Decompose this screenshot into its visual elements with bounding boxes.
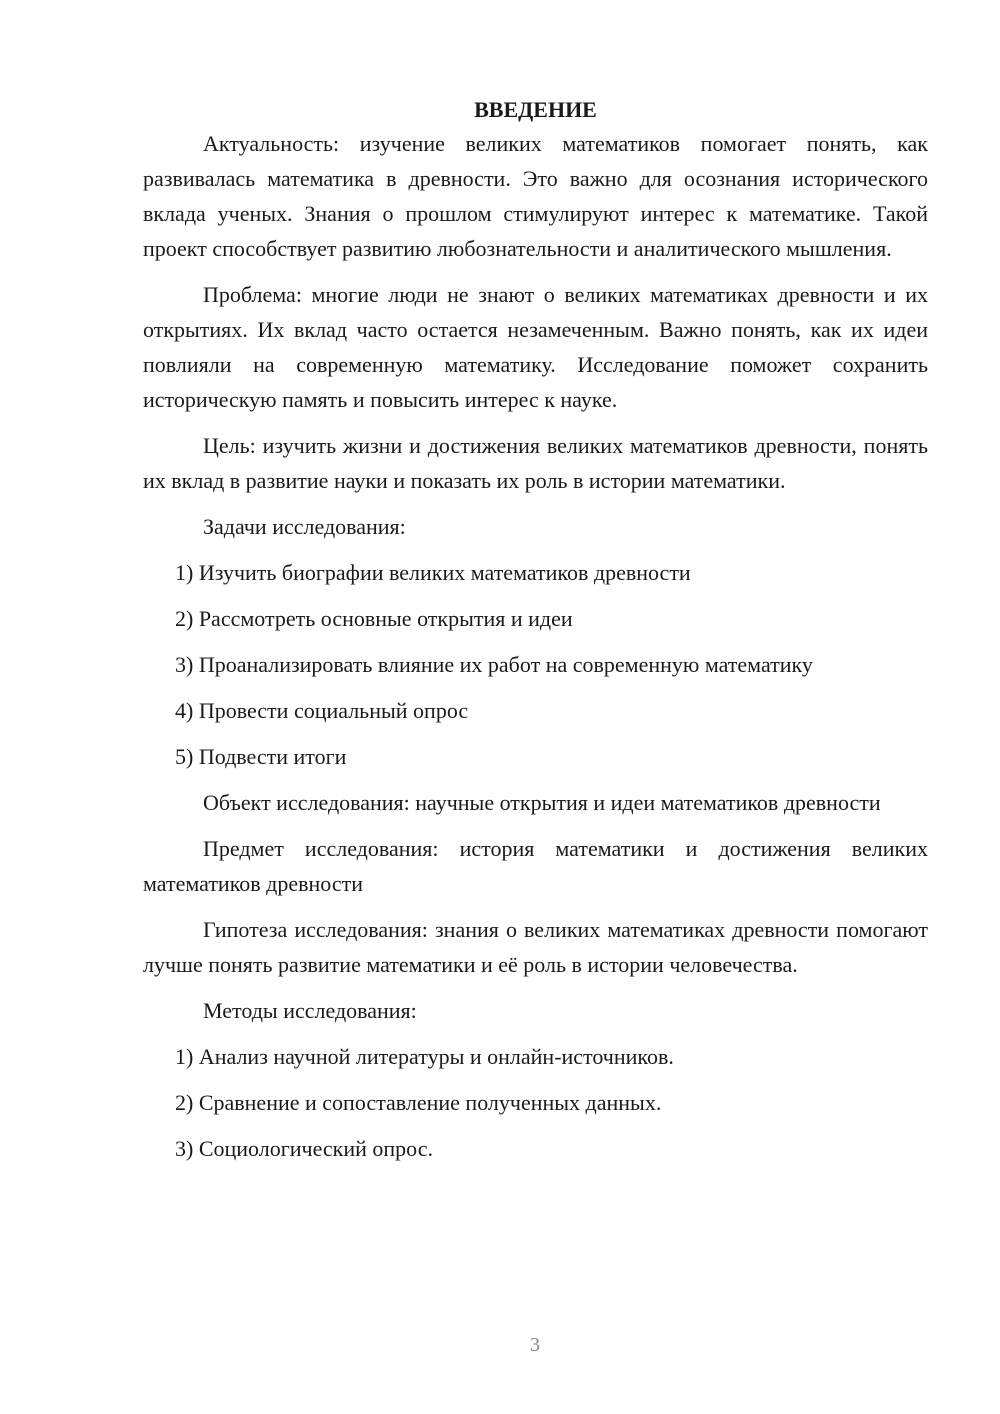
relevance-paragraph: Актуальность: изучение великих математиков помогает понять, как развивалась математика в древности. Это важно для осознания исторического вклада ученых. Знания о прошлом стимулируют интерес к математике. Такой проект способствует развитию любознательности и аналитического мышления. <box>143 131 928 261</box>
object-paragraph: Объект исследования: научные открытия и идеи математиков древности <box>203 790 881 815</box>
page-number: 3 <box>530 1334 540 1356</box>
list-item: 2) Сравнение и сопоставление полученных данных. <box>175 1090 662 1115</box>
page-title: ВВЕДЕНИЕ <box>474 97 597 122</box>
goal-paragraph: Цель: изучить жизни и достижения великих математиков древности, понять их вклад в развитие науки и показать их роль в истории математики. <box>143 433 928 493</box>
tasks-label: Задачи исследования: <box>203 514 406 539</box>
list-item: 2) Рассмотреть основные открытия и идеи <box>175 606 573 631</box>
methods-label: Методы исследования: <box>203 998 417 1023</box>
hypothesis-paragraph: Гипотеза исследования: знания о великих математиках древности помогают лучше понять развитие математики и её роль в истории человечества. <box>143 917 928 977</box>
list-item: 5) Подвести итоги <box>175 744 347 769</box>
list-item: 1) Изучить биографии великих математиков древности <box>175 560 691 585</box>
list-item: 3) Проанализировать влияние их работ на современную математику <box>175 652 813 677</box>
tasks-list <box>143 555 928 774</box>
methods-list <box>143 1039 928 1166</box>
subject-paragraph: Предмет исследования: история математики и достижения великих математиков древности <box>143 836 928 896</box>
document-page <box>143 94 928 1177</box>
problem-paragraph: Проблема: многие люди не знают о великих математиках древности и их открытиях. Их вклад часто остается незамеченным. Важно понять, как их идеи повлияли на современную математику. Исследование поможет сохранить историческую память и повысить интерес к науке. <box>143 282 928 412</box>
list-item: 1) Анализ научной литературы и онлайн-источников. <box>175 1044 674 1069</box>
list-item: 3) Социологический опрос. <box>175 1136 433 1161</box>
list-item: 4) Провести социальный опрос <box>175 698 469 723</box>
